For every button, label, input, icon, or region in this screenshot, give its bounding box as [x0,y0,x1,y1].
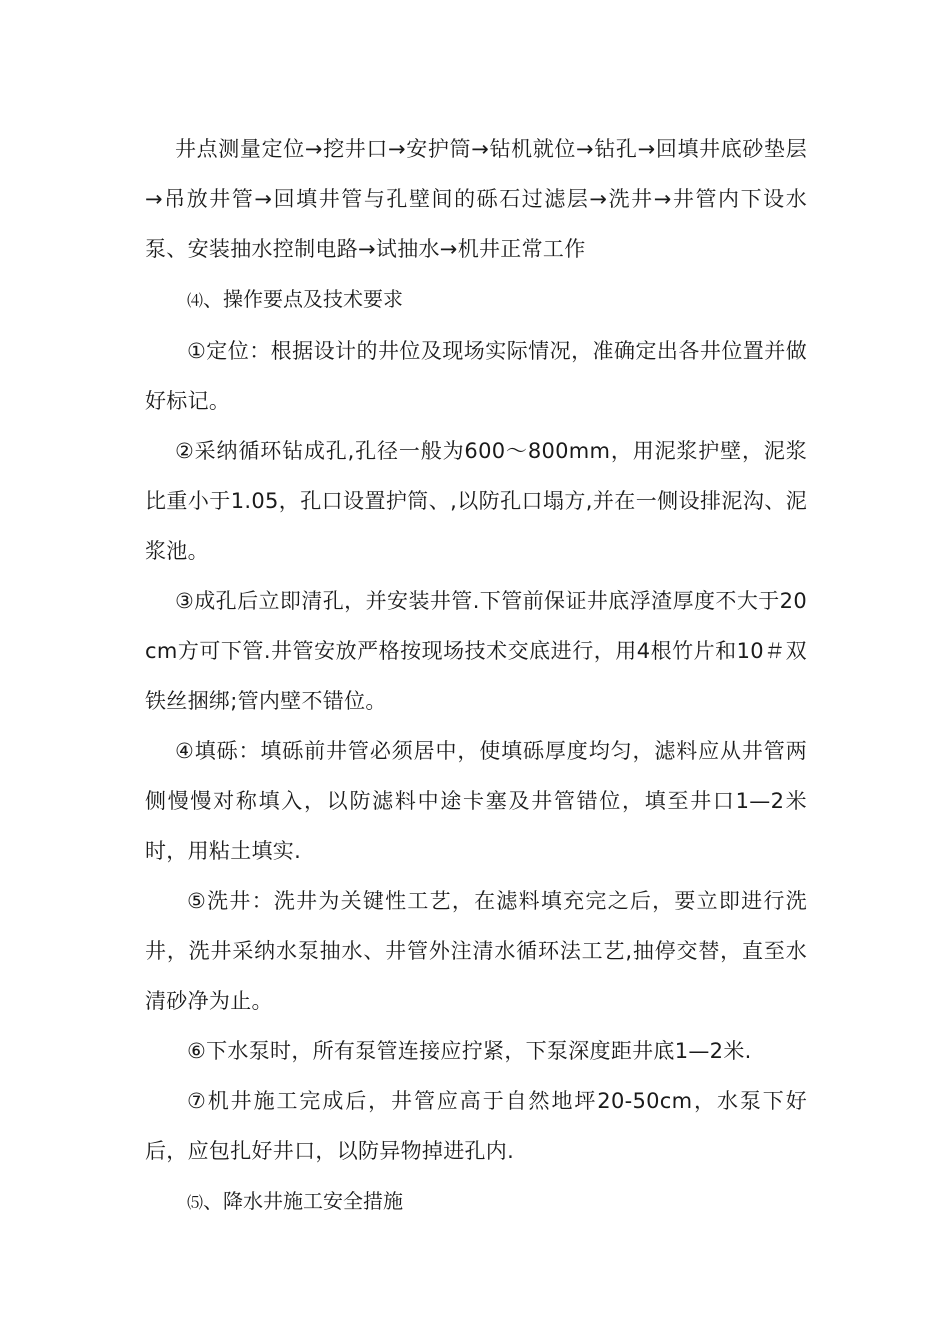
item-pump-install: ⑥下水泵时，所有泵管连接应拧紧，下泵深度距井底1—2米. [187,1039,752,1063]
section-heading-4 [145,274,807,326]
section-title: 、降水井施工安全措施 [203,1189,404,1213]
item-completion: ⑦机井施工完成后，井管应高于自然地坪20-50cm，水泵下好后，应包扎好井口，以防异物掉进孔内. [145,1089,807,1163]
item-well-washing: ⑤洗井：洗井为关键性工艺，在滤料填充完之后，要立即进行洗井，洗井采纳水泵抽水、井管外注清水循环法工艺,抽停交替，直至水清砂净为止。 [145,889,807,1013]
process-flow-paragraph: 井点测量定位→挖井口→安护筒→钻机就位→钻孔→回填井底砂垫层→吊放井管→回填井管与孔壁间的砾石过滤层→洗井→井管内下设水泵、安装抽水控制电路→试抽水→机井正常工作 [145,137,807,261]
section-number: ⑷ [187,291,204,310]
section-heading-5 [145,1176,807,1228]
document-body [145,124,807,1228]
section-number: ⑸ [187,1193,204,1212]
section-title: 、操作要点及技术要求 [203,287,404,311]
item-cleaning: ③成孔后立即清孔，并安装井管.下管前保证井底浮渣厚度不大于20cm方可下管.井管安放严格按现场技术交底进行，用4根竹片和10＃双铁丝捆绑;管内壁不错位。 [145,589,807,713]
item-positioning: ①定位：根据设计的井位及现场实际情况，准确定出各井位置并做好标记。 [145,339,807,413]
item-gravel-fill: ④填砾：填砾前井管必须居中，使填砾厚度均匀，滤料应从井管两侧慢慢对称填入，以防滤料中途卡塞及井管错位，填至井口1—2米时，用粘土填实. [145,739,807,863]
item-drilling: ②采纳循环钻成孔,孔径一般为600～800mm，用泥浆护壁，泥浆比重小于1.05，孔口设置护筒、,以防孔口塌方,并在一侧设排泥沟、泥浆池。 [145,439,807,563]
